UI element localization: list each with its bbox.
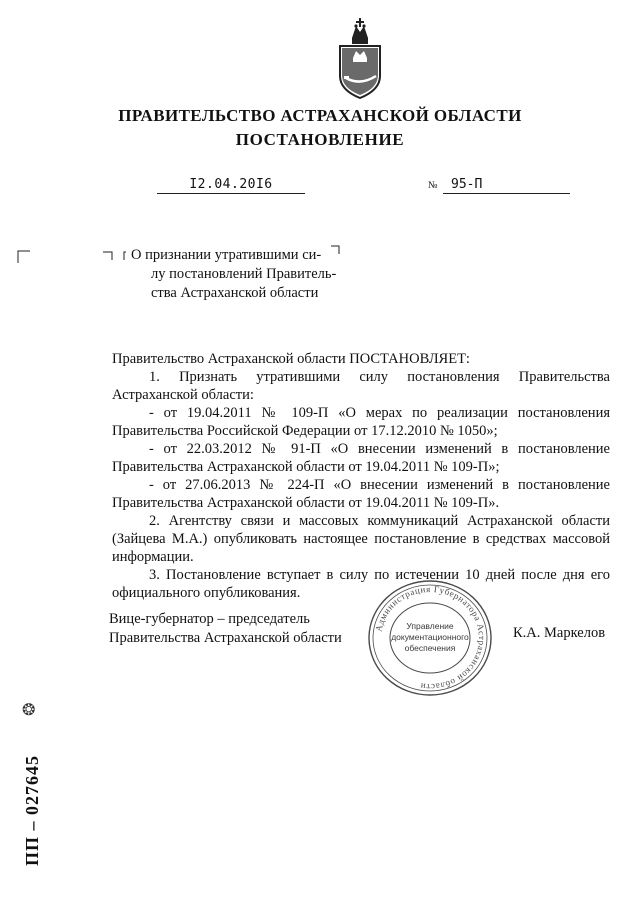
resolution-body bbox=[112, 350, 610, 602]
signer-position-line: Вице-губернатор – председатель bbox=[109, 611, 310, 627]
official-stamp bbox=[367, 579, 493, 697]
document-type: ПОСТАНОВЛЕНИЕ bbox=[235, 130, 405, 149]
body-item-1: 1. Признать утратившими силу постановления Правительства Астраханской области: bbox=[112, 369, 610, 403]
serial-number: ПП – 027645 bbox=[22, 754, 42, 866]
body-subitem-2: - от 22.03.2012 № 91-П «О внесении изменений в постановление Правительства Астраханской области от 19.04.2011 № 109-П»; bbox=[112, 441, 610, 475]
body-item-2: 2. Агентству связи и массовых коммуникаций Астраханской области (Зайцева М.А.) опубликовать настоящее постановление в средствах массовой информации. bbox=[112, 513, 610, 565]
body-item-3: 3. Постановление вступает в силу по истечении 10 дней после дня его официального опубликования. bbox=[112, 567, 610, 601]
body-subitem-1: - от 19.04.2011 № 109-П «О мерах по реализации постановления Правительства Российской Федерации от 17.12.2010 № 1050»; bbox=[112, 405, 610, 439]
margin-ornament-icon: ❂ bbox=[22, 702, 36, 719]
subject-open-bracket-icon bbox=[103, 251, 127, 261]
document-date: I2.04.20I6 bbox=[157, 177, 305, 194]
stamp-center-line: обеспечения bbox=[404, 643, 456, 653]
subject-line: ства Астраханской области bbox=[151, 285, 319, 301]
subject-line: лу постановлений Правитель- bbox=[151, 266, 337, 282]
stamp-center-line: Управление bbox=[406, 621, 454, 631]
organization-title: ПРАВИТЕЛЬСТВО АСТРАХАНСКОЙ ОБЛАСТИ bbox=[118, 106, 522, 125]
body-subitem-3: - от 27.06.2013 № 224-П «О внесении изменений в постановление Правительства Астраханской области от 19.04.2011 № 109-П». bbox=[112, 477, 610, 511]
signer-position-line: Правительства Астраханской области bbox=[109, 630, 342, 646]
signer-position bbox=[109, 610, 342, 648]
signer-name: К.А. Маркелов bbox=[513, 625, 606, 641]
stamp-ring-text: Администрация Губернатора Астраханской области bbox=[373, 583, 488, 693]
document-subject bbox=[131, 246, 339, 303]
body-intro: Правительство Астраханской области ПОСТАНОВЛЯЕТ: bbox=[112, 351, 470, 367]
stamp-center-line: документационного bbox=[391, 632, 469, 642]
left-margin-bracket-icon bbox=[17, 250, 31, 264]
coat-of-arms-emblem bbox=[330, 18, 390, 102]
document-number: 95-П bbox=[443, 177, 570, 194]
subject-line: О признании утратившими си- bbox=[131, 247, 322, 263]
number-label: № bbox=[428, 180, 438, 191]
